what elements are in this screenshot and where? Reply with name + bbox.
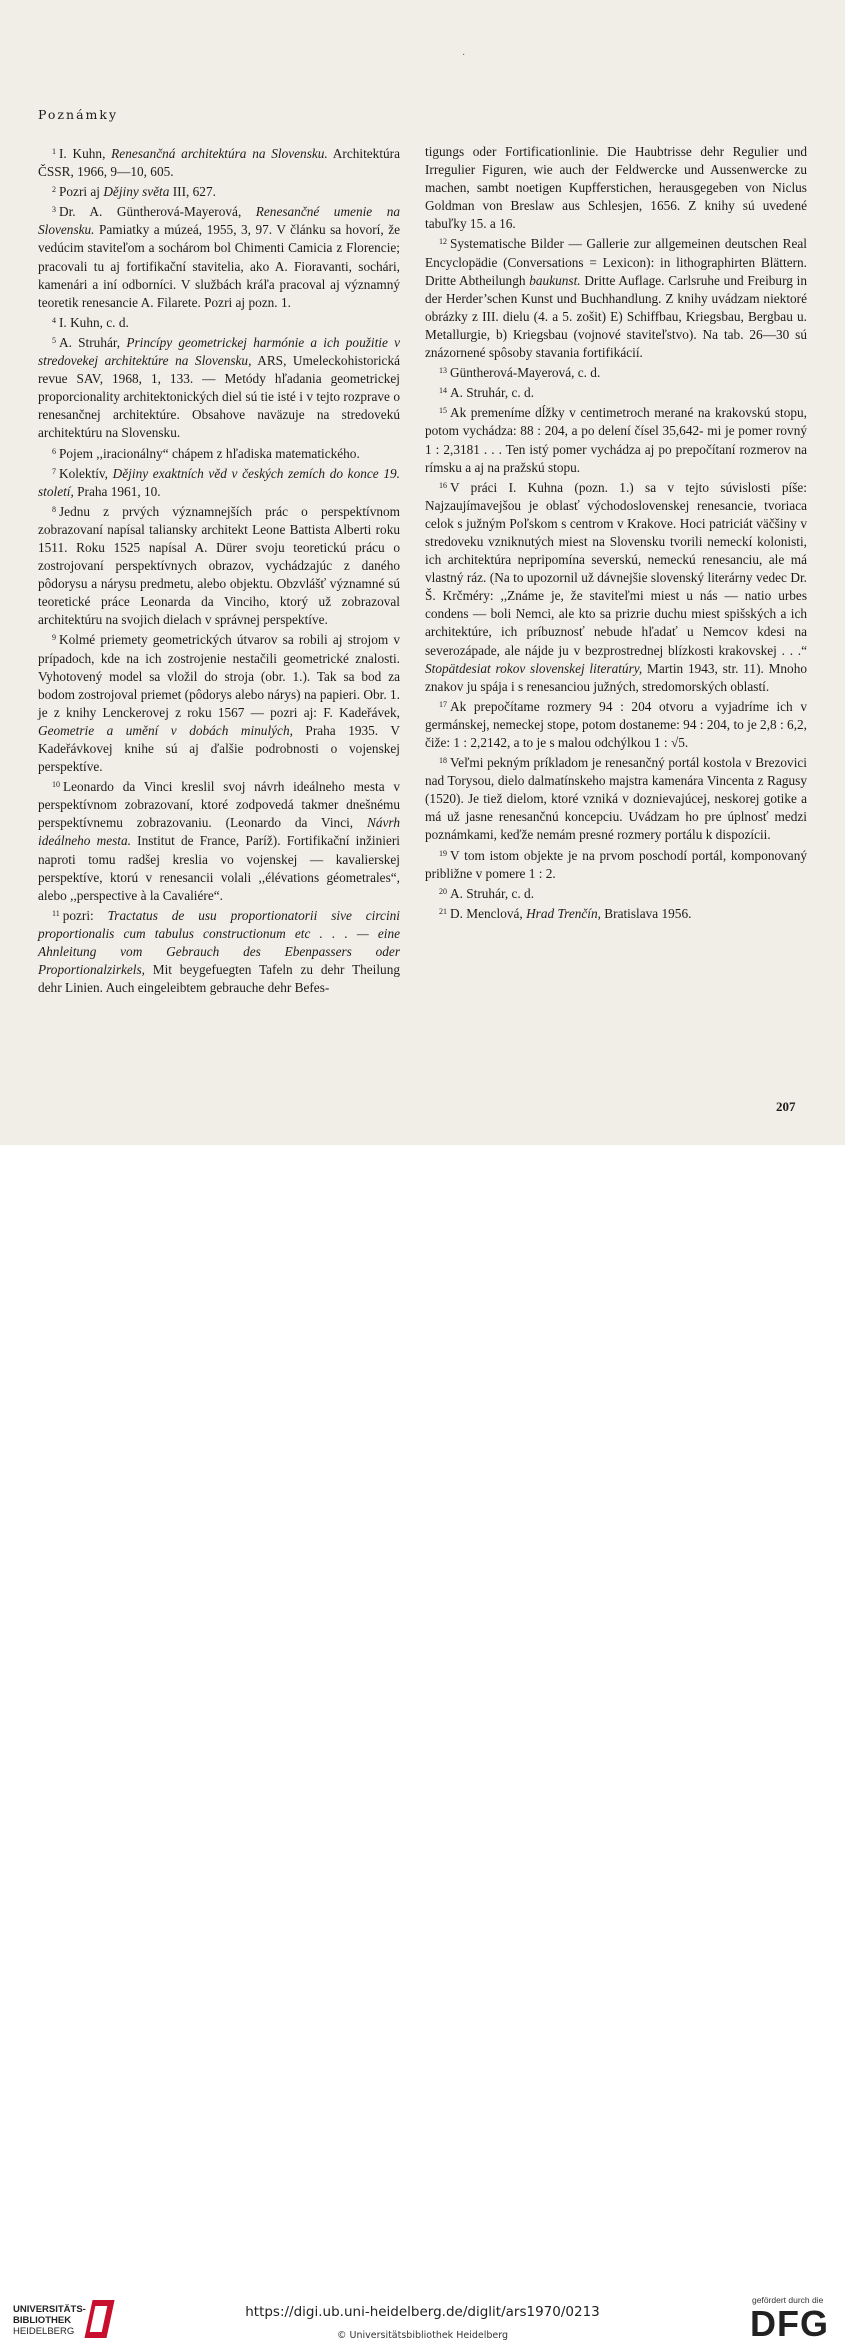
notes-column-left: [38, 143, 400, 997]
footnote-number: 17: [439, 699, 447, 709]
footnote-n18: $^{18}$ Veľmi pekným príkladom je renesančný portál kostola v Brezovici nad Torysou, dielo dalmatínskeho majstra kamenára Vincenta z Ragusy (1520). Je tiež dielom, ktoré vzniká v doznievajúcej, neskorej gotike a má už jasne renesančnú koncepciu. Uvádzam ho pre úplnosť medzi poznámkami, keďže nemám presné rozmery portálu k dispozícii.: [425, 755, 807, 843]
viewer-footer: [0, 1145, 845, 2344]
footnote-number: 15: [439, 406, 447, 416]
footnote-n17: $^{17}$ Ak prepočítame rozmery 94 : 204 otvoru a vyjadríme ich v germánskej, nemeckej stope, potom dostaneme: 94 : 204, to je 2,8 : 6,2, čiže: 1 : 2,2142, a to je s malou odchýlkou 1 : √5.: [425, 698, 807, 750]
footnote-n11: $^{11}$ pozri: Tractatus de usu proportionatorii sive circini proportionalis cum tabulus constructionum etc . . . — eine Ahnleitung vom Gebrauch des Ebenpassers oder Proportionalzirkels, Mit beygefuegten Tafeln zu dehr Theilung dehr Linien. Auch eingeleibtem gebrauche dehr Befes-: [38, 907, 400, 996]
footnote-number: 9: [52, 633, 56, 643]
footnote-number: 7: [52, 466, 56, 476]
footnote-number: 10: [52, 780, 60, 790]
footnote-number: 8: [52, 504, 56, 514]
footnote-n5: $^5$ A. Struhár, Princípy geometrickej harmónie a ich použitie v stredovekej architektúre na Slovensku, ARS, Umeleckohistorická revue SAV, 1968, 1, 133. — Metódy hľadania geometrickej proporcionality architektonických diel sú tie isté i v tejto rozprave o renesančnej architektúre. Obsahove naväzuje na stredovekú architektúru na Slovensku.: [38, 334, 401, 441]
footnote-number: 3: [52, 205, 56, 215]
footnote-n10: $^{10}$ Leonardo da Vinci kreslil svoj návrh ideálneho mesta v perspektívnom zobrazovaní, ktoré zodpovedá takmer dnešnému perspektívnemu zobrazovaniu. (Leonardo da Vinci, Návrh ideálneho mesta. Institut de France, Paríž). Fortifikační inžinieri naproti tomu radšej kreslia vo vojenskej — kavalierskej perspektíve, ktorú v renesancii volali ,,élévations géometrales“, alebo ,,perspective à la Cavaliére“.: [38, 779, 400, 903]
footnote-number: 18: [439, 756, 447, 766]
sponsor-caption: gefördert durch die: [752, 2295, 824, 2305]
footnote-n4: $^4$ I. Kuhn, c. d.: [52, 314, 129, 330]
footnote-number: 12: [439, 237, 447, 247]
footnote-n16: $^{16}$ V práci I. Kuhna (pozn. 1.) sa v tejto súvislosti píše: Najzaujímavejšou je oblasť východoslovenskej renesancie, tvoriaca celok s južným Poľskom s centrom v Krakove. Hoci patriciát väčšiny v stredoveku vzniknutých miest na Slovensku tvorili nemeckí kolonisti, ich architektúra nepripomína severskú, nemeckú renesanciu, ale má vlastný ráz. (Na to upozornil už dávnejšie slovenský literárny vedec Dr. Š. Krčméry: ,,Známe je, že staviteľmi miest u nás — natio urbes condens — boli Nemci, ale kto sa prizrie duchu miest spišských a ich architektúre, ich príbuznosť nebude hľadať u Nemcov kdesi na severozápade, ale nájde ju v bezprostrednej blízkosti krakovskej . . .“ Stopätdesiat rokov slovenskej literatúry, Martin 1943, str. 11). Mnoho znakov ju spája i s renesanciou južných, stredomorských oblastí.: [425, 479, 807, 694]
logo-line-3: HEIDELBERG: [13, 2326, 75, 2337]
footnote-n12: $^{12}$ Systematische Bilder — Gallerie zur allgemeinen deutschen Real Encyclopädie (Conversations = Lexicon): in lithographirten Blättern. Dritte Abtheilungh baukunst. Dritte Auflage. Carlsruhe und Freiburg in der Herder’schen Kunst und Buchhandlung. Z knihy uvádzam niektoré obrázky z III. dielu (4. a 5. zošit) E) Schiffbau, Kriegsbau, Bergbau u. Metallurgie, b) Kriegsbau (vojnové staviteľstvo). Na tab. 26—30 sú znázornené spôsoby stavania fortifikácií.: [425, 236, 807, 361]
footnote-number: 14: [439, 386, 447, 396]
footnote-n6: $^6$ Pojem ,,iracionálny“ chápem z hľadiska matematického.: [52, 445, 360, 461]
footnote-number: 2: [52, 185, 56, 195]
footnote-number: 1: [52, 147, 56, 156]
section-heading: Poznámky: [38, 107, 119, 122]
stray-mark: ·: [462, 50, 466, 61]
page-number: 207: [776, 1099, 796, 1114]
dfg-logo[interactable]: DFG: [750, 2303, 829, 2344]
footnote-number: 16: [439, 480, 447, 490]
footnote-n2: $^2$ Pozri aj Dějiny světa III, 627.: [52, 184, 216, 200]
logo-line-1: UNIVERSITÄTS-: [13, 2304, 86, 2315]
footnote-n8: $^8$ Jednu z prvých významnejších prác o perspektívnom zobrazovaní napísal taliansky architekt Leone Battista Alberti roku 1511. Roku 1525 napísal A. Dürer svoju teoretickú prácu o zostrojovaní perspektívnych obrazov, vychádzajúc z daného pôdorysu a nárysu predmetu, alebo objektu. Obzvlášť významné sú teoretické práce Leonarda da Vinciho, ktorý už zobrazoval architektúru na svojich dielach v správnej perspektíve.: [38, 503, 400, 628]
footnote-n11c: tigungs oder Fortificationlinie. Die Haubtrisse dehr Regulier und Irregulier Figuren, wie auch der Feldwercke und Aussenwercke zu machen, sambt noetigen Kupfferstichen, herausgegeben von Niclus Goldman von Breslaw aus Schlesjen, 1656. Z knihy sú uvedené tabuľky 15. a 16.: [425, 144, 807, 232]
permalink-url[interactable]: https://digi.ub.uni-heidelberg.de/diglit/ars1970/0213: [245, 2304, 600, 2320]
footnote-number: 21: [439, 906, 447, 916]
footnote-n3: $^3$ Dr. A. Güntherová-Mayerová, Renesančné umenie na Slovensku. Pamiatky a múzeá, 1955, 3, 97. V článku sa hovorí, že vedúcim staviteľom a sochárom bol Chimenti Camicia z Florencie; pracovali tu aj fortifikační stavitelia, ako A. Fioravanti, sochári, kamenári a iní odborníci. V službách kráľa pracoval aj významný teoretik renesancie A. Filarete. Pozri aj pozn. 1.: [38, 204, 400, 310]
footnote-number: 5: [52, 335, 56, 345]
footnote-number: 19: [439, 848, 447, 858]
footnote-n19: $^{19}$ V tom istom objekte je na prvom poschodí portál, komponovaný približne v pomere 1 : 2.: [425, 847, 807, 881]
footnote-number: 11: [52, 908, 60, 918]
scanned-page: [0, 0, 845, 1145]
footnote-number: 13: [439, 366, 447, 376]
footnote-n13: $^{13}$ Güntherová-Mayerová, c. d.: [439, 365, 601, 381]
footnote-n14: $^{14}$ A. Struhár, c. d.: [439, 385, 535, 401]
footnote-n15: $^{15}$ Ak premeníme dĺžky v centimetroch merané na krakovskú stopu, potom vychádza: 88 : 204, a po delení čísel 35,642- mi je pomer rovný 1 : 2,3181 . . . Ten istý pomer vychádza aj po prepočítaní rozmerov na rímsku a aj na pražskú stopu.: [425, 405, 807, 475]
notes-column-right: [425, 143, 807, 923]
footnote-n21: $^{21}$ D. Menclová, Hrad Trenčín, Bratislava 1956.: [439, 905, 692, 921]
footnote-number: 4: [52, 315, 56, 325]
footnote-n20: $^{20}$ A. Struhár, c. d.: [439, 885, 535, 901]
copyright-text: © Universitätsbibliothek Heidelberg: [336, 2330, 508, 2341]
footnote-n1: $^1$ I. Kuhn, Renesančná architektúra na Slovensku. Architektúra ČSSR, 1966, 9—10, 605.: [38, 146, 400, 180]
logo-line-2: BIBLIOTHEK: [13, 2315, 72, 2326]
footnote-n9: $^9$ Kolmé priemety geometrických útvarov sa robili aj strojom v prípadoch, kde na ich zostrojenie nestačili geometrické znalosti. Vyhotovený model sa vložil do stroja (obr. 1.). Tak sa bod za bodom zostrojoval priemet (pôdorys alebo nárys) na papieri. Obr. 1. je z knihy Lenckerovej z roku 1567 — pozri aj: F. Kadeřávek, Geometrie a umění v dobách minulých, Praha 1935. V Kadeřávkovej knihe sú aj ďalšie podrobnosti o vojenskej perspektíve.: [38, 632, 401, 775]
footnote-number: 20: [439, 886, 447, 896]
footnote-number: 6: [52, 446, 56, 456]
footnote-n7: $^7$ Kolektív, Dějiny exaktních věd v českých zemích do konce 19. století, Praha 1961, 10.: [38, 465, 400, 499]
